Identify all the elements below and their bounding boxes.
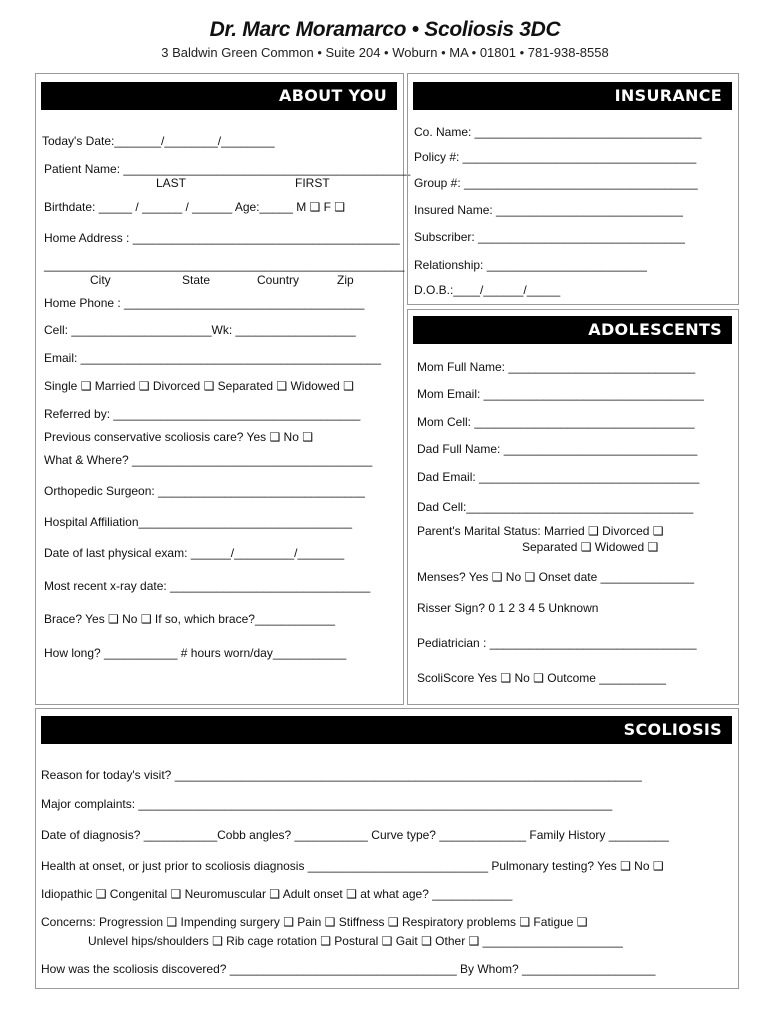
last-name-caption: LAST: [156, 176, 187, 190]
brace-question[interactable]: Brace? Yes ❑ No ❑ If so, which brace?____________: [44, 612, 336, 626]
state-caption: State: [182, 273, 211, 287]
home-phone-field[interactable]: Home Phone : ____________________________________: [44, 296, 365, 310]
first-name-caption: FIRST: [295, 176, 330, 190]
insured-dob-field[interactable]: D.O.B.:____/______/_____: [414, 283, 561, 297]
concerns-checkboxes[interactable]: Concerns: Progression ❑ Impending surgery ❑ Pain ❑ Stiffness ❑ Respiratory problems ❑ Fatigue ❑: [41, 915, 588, 929]
parents-marital-status[interactable]: Parent's Marital Status: Married ❑ Divorced ❑: [417, 524, 664, 538]
about-you-heading: ABOUT YOU: [41, 82, 397, 110]
xray-date-field[interactable]: Most recent x-ray date: ______________________________: [44, 579, 371, 593]
insurance-company-field[interactable]: Co. Name: __________________________________: [414, 125, 702, 139]
birthdate-field[interactable]: Birthdate: _____ / ______ / ______ Age:_____ M ❑ F ❑: [44, 200, 346, 214]
insured-name-field[interactable]: Insured Name: ____________________________: [414, 203, 683, 217]
major-complaints-field[interactable]: Major complaints: _______________________________________________________________________: [41, 797, 613, 811]
dad-email-field[interactable]: Dad Email: _________________________________: [417, 470, 700, 484]
last-physical-field[interactable]: Date of last physical exam: ______/_________/_______: [44, 546, 345, 560]
scoliosis-heading: SCOLIOSIS: [41, 716, 732, 744]
policy-number-field[interactable]: Policy #: ___________________________________: [414, 150, 697, 164]
diagnosis-row[interactable]: Date of diagnosis? ___________Cobb angles? ___________ Curve type? _____________ Family History _________: [41, 828, 669, 842]
country-caption: Country: [257, 273, 300, 287]
reason-for-visit-field[interactable]: Reason for today's visit? ______________________________________________________________________: [41, 768, 642, 782]
menses-question[interactable]: Menses? Yes ❑ No ❑ Onset date ______________: [417, 570, 695, 584]
health-onset-row[interactable]: Health at onset, or just prior to scoliosis diagnosis ___________________________ Pulmonary testing? Yes ❑ No ❑: [41, 859, 664, 873]
dad-cell-field[interactable]: Dad Cell:__________________________________: [417, 500, 694, 514]
cell-work-field[interactable]: Cell: _____________________Wk: __________________: [44, 323, 356, 337]
parents-marital-status-2[interactable]: Separated ❑ Widowed ❑: [522, 540, 659, 554]
email-field[interactable]: Email: _____________________________________________: [44, 351, 381, 365]
address-second-line[interactable]: ______________________________________________________: [44, 258, 405, 272]
relationship-field[interactable]: Relationship: ________________________: [414, 258, 647, 272]
insurance-heading: INSURANCE: [413, 82, 732, 110]
how-long-field[interactable]: How long? ___________ # hours worn/day___________: [44, 646, 347, 660]
risser-sign-options[interactable]: Risser Sign? 0 1 2 3 4 5 Unknown: [417, 601, 599, 615]
orthopedic-surgeon-field[interactable]: Orthopedic Surgeon: _______________________________: [44, 484, 365, 498]
adolescents-heading: ADOLESCENTS: [413, 316, 732, 344]
mom-cell-field[interactable]: Mom Cell: _________________________________: [417, 415, 695, 429]
patient-name-field[interactable]: Patient Name: ___________________________________________: [44, 162, 411, 176]
what-where-field[interactable]: What & Where? ____________________________________: [44, 453, 373, 467]
pediatrician-field[interactable]: Pediatrician : _______________________________: [417, 636, 697, 650]
previous-care-question[interactable]: Previous conservative scoliosis care? Yes ❑ No ❑: [44, 430, 313, 444]
city-caption: City: [90, 273, 111, 287]
scoliosis-type-checkboxes[interactable]: Idiopathic ❑ Congenital ❑ Neuromuscular ❑ Adult onset ❑ at what age? ____________: [41, 887, 513, 901]
concerns-checkboxes-2[interactable]: Unlevel hips/shoulders ❑ Rib cage rotation ❑ Postural ❑ Gait ❑ Other ❑ _____________________: [88, 934, 623, 948]
home-address-field[interactable]: Home Address : ________________________________________: [44, 231, 400, 245]
mom-name-field[interactable]: Mom Full Name: ____________________________: [417, 360, 696, 374]
group-number-field[interactable]: Group #: ___________________________________: [414, 176, 698, 190]
hospital-affiliation-field[interactable]: Hospital Affiliation________________________________: [44, 515, 353, 529]
dad-name-field[interactable]: Dad Full Name: _____________________________: [417, 442, 698, 456]
zip-caption: Zip: [337, 273, 354, 287]
discovered-row[interactable]: How was the scoliosis discovered? __________________________________ By Whom? ____________________: [41, 962, 656, 976]
todays-date-field[interactable]: Today's Date:_______/________/________: [42, 134, 275, 148]
subscriber-field[interactable]: Subscriber: _______________________________: [414, 230, 685, 244]
marital-status-checkboxes[interactable]: Single ❑ Married ❑ Divorced ❑ Separated ❑ Widowed ❑: [44, 379, 354, 393]
practice-title: Dr. Marc Moramarco • Scoliosis 3DC: [209, 18, 561, 41]
scoliscore-question[interactable]: ScoliScore Yes ❑ No ❑ Outcome __________: [417, 671, 666, 685]
practice-address: 3 Baldwin Green Common • Suite 204 • Woburn • MA • 01801 • 781-938-8558: [161, 45, 609, 60]
referred-by-field[interactable]: Referred by: _____________________________________: [44, 407, 361, 421]
mom-email-field[interactable]: Mom Email: _________________________________: [417, 387, 704, 401]
